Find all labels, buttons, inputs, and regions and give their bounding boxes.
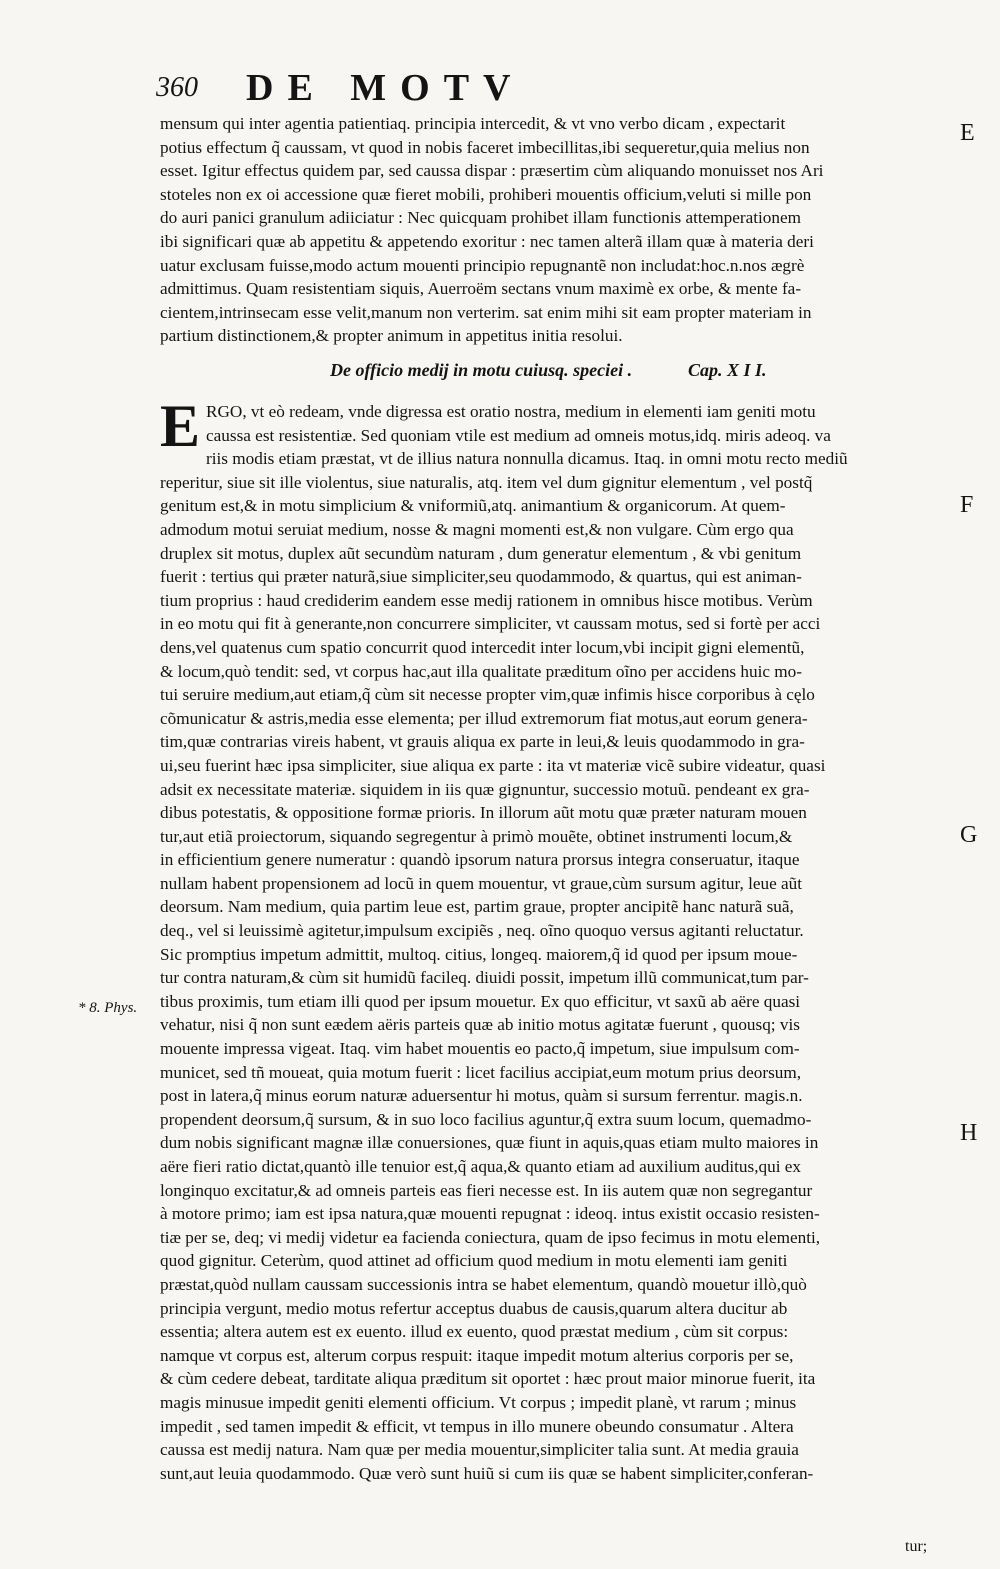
margin-note-reference: * 8. Phys. bbox=[78, 1000, 138, 1016]
text-line: reperitur, siue sit ille violentus, siue naturalis, atq. item vel dum gignitur elementum , vel postq̃ bbox=[160, 472, 813, 492]
text-line: tur contra naturam,& cùm sit humidũ facileq. diuidi possit, impetum illũ communicat,tum par- bbox=[160, 968, 809, 988]
margin-letter-g: G bbox=[960, 822, 978, 848]
text-line: do auri panici granulum adiiciatur : Nec quicquam prohibet illam functionis attemperationem bbox=[160, 208, 801, 228]
chapter-title: De officio medij in motu cuiusq. speciei . bbox=[330, 360, 633, 380]
text-line: essentia; altera autem est ex euento. illud ex euento, quod præstat medium , cùm sit corpus: bbox=[160, 1322, 789, 1342]
text-line: mouente impressa vigeat. Itaq. vim habet mouentis eo pacto,q̃ impetum, siue impulsum com- bbox=[160, 1039, 800, 1059]
text-line: aëre fieri ratio dictat,quantò ille tenuior est,q̃ aqua,& quanto etiam ad auxilium auditus,qui ex bbox=[160, 1157, 801, 1176]
text-line: post in latera,q̃ minus eorum naturæ aduersentur hi motus, quàm si sursum ferrentur. magis.n. bbox=[160, 1086, 803, 1106]
margin-letter-f: F bbox=[960, 492, 974, 518]
text-line: tui seruire medium,aut etiam,q̃ cùm sit necesse propter vim,quæ infimis hisce corporibus à cęlo bbox=[160, 685, 815, 705]
margin-letter-h: H bbox=[960, 1120, 978, 1146]
text-line: præstat,quòd nullam caussam successionis intra se habet elementum, quandò mouetur illò,quò bbox=[160, 1274, 807, 1294]
text-line: ui,seu fuerint hæc ipsa simpliciter, siue aliqua ex parte : ita vt materiæ vicẽ subire videatur, quasi bbox=[160, 755, 826, 775]
text-line: tibus proximis, tum etiam illi quod per ipsum mouetur. Ex quo efficitur, vt saxũ ab aëre quasi bbox=[160, 991, 801, 1011]
text-line: adsit ex necessitate materiæ. siquidem in iis quæ gignuntur, successio motuũ. pendeant ex gra- bbox=[160, 779, 810, 799]
text-line: & locum,quò tendit: sed, vt corpus hac,aut illa qualitate præditum oĩno per accidens huic mo- bbox=[160, 661, 802, 681]
text-line: fuerit : tertius qui præter naturã,siue simpliciter,seu quodammodo, & quartus, qui est animan- bbox=[160, 567, 802, 587]
text-line: mensum qui inter agentia patientiaq. principia intercedit, & vt vno verbo dicam , expectarit bbox=[160, 114, 786, 133]
text-line: genitum est,& in motu simplicium & vniformiũ,atq. animantium & organicorum. At quem- bbox=[160, 496, 786, 516]
chapter-body bbox=[160, 393, 950, 1485]
text-line: quod gignitur. Ceterùm, quod attinet ad officium quod medium in motu elementi iam geniti bbox=[160, 1251, 788, 1271]
text-line: riis modis etiam præstat, vt de illius natura nonnulla dicamus. Itaq. in omni motu recto mediũ bbox=[206, 449, 848, 469]
chapter-heading bbox=[330, 360, 800, 381]
text-line: admittimus. Quam resistentiam siquis, Auerroëm sectans vnum maximè ex orbe, & mente fa- bbox=[160, 279, 802, 299]
text-line: tim,quæ contrarias vireis habent, vt grauis aliqua ex parte in leui,& leuis quodammodo in gra- bbox=[160, 732, 805, 752]
text-line: druplex sit motus, duplex aũt secundùm naturam , dum generatur elementum , & vbi genitum bbox=[160, 543, 802, 563]
text-line: propendent deorsum,q̃ sursum, & in suo loco facilius aguntur,q̃ extra suum locum, quemadmo- bbox=[160, 1109, 812, 1129]
text-line: dum nobis significant magnæ illæ conuersiones, quæ fiunt in aquis,quas etiam multo maiores in bbox=[160, 1133, 819, 1153]
text-line: sunt,aut leuia quodammodo. Quæ verò sunt huiũ si cum iis quæ se habent simpliciter,conferan- bbox=[160, 1463, 814, 1483]
text-line: tur,aut etiã proiectorum, siquando segregentur à primò mouẽte, obtinet instrumenti locum,& bbox=[160, 826, 793, 846]
text-line: tiæ per se, deq; vi medij videtur ea facienda coniectura, quam de ipso fecimus in motu elementi, bbox=[160, 1227, 821, 1247]
text-line: caussa est medij natura. Nam quæ per media mouentur,simpliciter talia sunt. At media grauia bbox=[160, 1440, 799, 1460]
text-line: vehatur, nisi q̃ non sunt eædem aëris parteis quæ ab initio motus agitatæ fuerunt , quousq; vis bbox=[160, 1015, 800, 1035]
text-line: caussa est resistentiæ. Sed quoniam vtile est medium ad omneis motus,idq. miris adeoq. va bbox=[206, 425, 831, 445]
text-line: magis minusue impedit geniti elementi officium. Vt corpus ; impedit planè, vt rarum ; minus bbox=[160, 1392, 797, 1412]
text-line: dens,vel quatenus cum spatio concurrit quod intercedit inter locum,vbi incipit gigni elementũ, bbox=[160, 637, 805, 657]
text-line: & cùm cedere debeat, tarditate aliqua præditum sit oportet : hæc prout maior minorue fuerit, ita bbox=[160, 1369, 816, 1389]
text-line: ibi significari quæ ab appetitu & appetendo exoritur : nec tamen alterã illam quæ à materia deri bbox=[160, 231, 814, 251]
text-line: municet, sed tñ moueat, quia motum fuerit : licet facilius accipiat,eum motum prius deorsum, bbox=[160, 1062, 802, 1082]
text-line: in eo motu qui fit à generante,non concurrere simpliciter, vt caussam motus, sed si fortè per acci bbox=[160, 614, 821, 634]
text-line: longinquo excitatur,& ad omneis parteis eas fieri necesse est. In iis autem quæ non segregantur bbox=[160, 1180, 813, 1200]
text-line: RGO, vt eò redeam, vnde digressa est oratio nostra, medium in elementi iam geniti motu bbox=[206, 402, 816, 421]
text-line: à motore primo; iam est ipsa natura,quæ mouenti repugnat : ideoq. intus existit occasio resisten- bbox=[160, 1204, 820, 1224]
page-header bbox=[156, 66, 796, 110]
text-line: impedit , sed tamen impedit & efficit, vt tempus in illo munere obeundo consumatur . Altera bbox=[160, 1416, 794, 1436]
text-line: deorsum. Nam medium, quia partim leue est, partim graue, propter ancipitẽ hanc naturã suã, bbox=[160, 897, 794, 917]
text-line: stoteles non ex oi accessione quæ fieret mobili, prohiberi mouentis officium,veluti si mille pon bbox=[160, 184, 812, 204]
text-line: esset. Igitur effectus quidem par, sed caussa dispar : præsertim cùm aliquando monuisset nos Ari bbox=[160, 161, 824, 181]
running-head: DE MOTV bbox=[246, 67, 525, 109]
text-line: Sic promptius impetum admittit, multoq. citius, longeq. maiorem,q̃ id quod per ipsum moue- bbox=[160, 944, 798, 964]
text-line: cõmunicatur & astris,media esse elementa; per illud extremorum fiat motus,aut eorum genera- bbox=[160, 708, 808, 728]
drop-cap: E bbox=[160, 393, 201, 459]
text-line: cientem,intrinsecam esse velit,manum non verterim. sat enim mihi sit eam propter materiam in bbox=[160, 302, 812, 322]
text-line: partium distinctionem,& propter animum in appetitus initia resolui. bbox=[160, 326, 623, 346]
text-line: potius effectum q̃ caussam, vt quod in nobis faceret imbecillitas,ibi sequeretur,quia melius non bbox=[160, 137, 810, 157]
text-line: deq., vel si leuissimè agitetur,impulsum excipiẽs , neq. oĩno quoquo versus agitanti reluctatur. bbox=[160, 921, 804, 941]
chapter-number: Cap. X I I. bbox=[688, 360, 767, 380]
text-line: tium proprius : haud crediderim eandem esse medij rationem in omnibus hisce motibus. Verùm bbox=[160, 590, 813, 610]
page-number: 360 bbox=[156, 72, 198, 103]
intro-paragraph bbox=[160, 112, 950, 348]
text-line: namque vt corpus est, alterum corpus respuit: itaque impedit motum alterius corporis per se, bbox=[160, 1345, 794, 1365]
text-line: dibus potestatis, & oppositione formæ prioris. In illorum aũt motu quæ præter naturam mouen bbox=[160, 803, 807, 823]
margin-letter-e: E bbox=[960, 120, 975, 146]
catchword: tur; bbox=[905, 1538, 928, 1555]
text-line: in efficientium genere numeratur : quandò ipsorum natura prorsus integra conseruatur, itaque bbox=[160, 850, 800, 870]
text-line: uatur exclusam fuisse,modo actum mouenti principio repugnantẽ non includat:hoc.n.nos ægrè bbox=[160, 255, 805, 275]
text-line: nullam habent propensionem ad locũ in quem mouentur, vt graue,cùm sursum agitur, leue aũt bbox=[160, 873, 803, 893]
text-line: admodum motui seruiat medium, nosse & magni momenti est,& non vulgare. Cùm ergo qua bbox=[160, 519, 794, 539]
text-line: principia vergunt, medio motus refertur acceptus duabus de causis,quarum altera ducitur ab bbox=[160, 1298, 788, 1318]
